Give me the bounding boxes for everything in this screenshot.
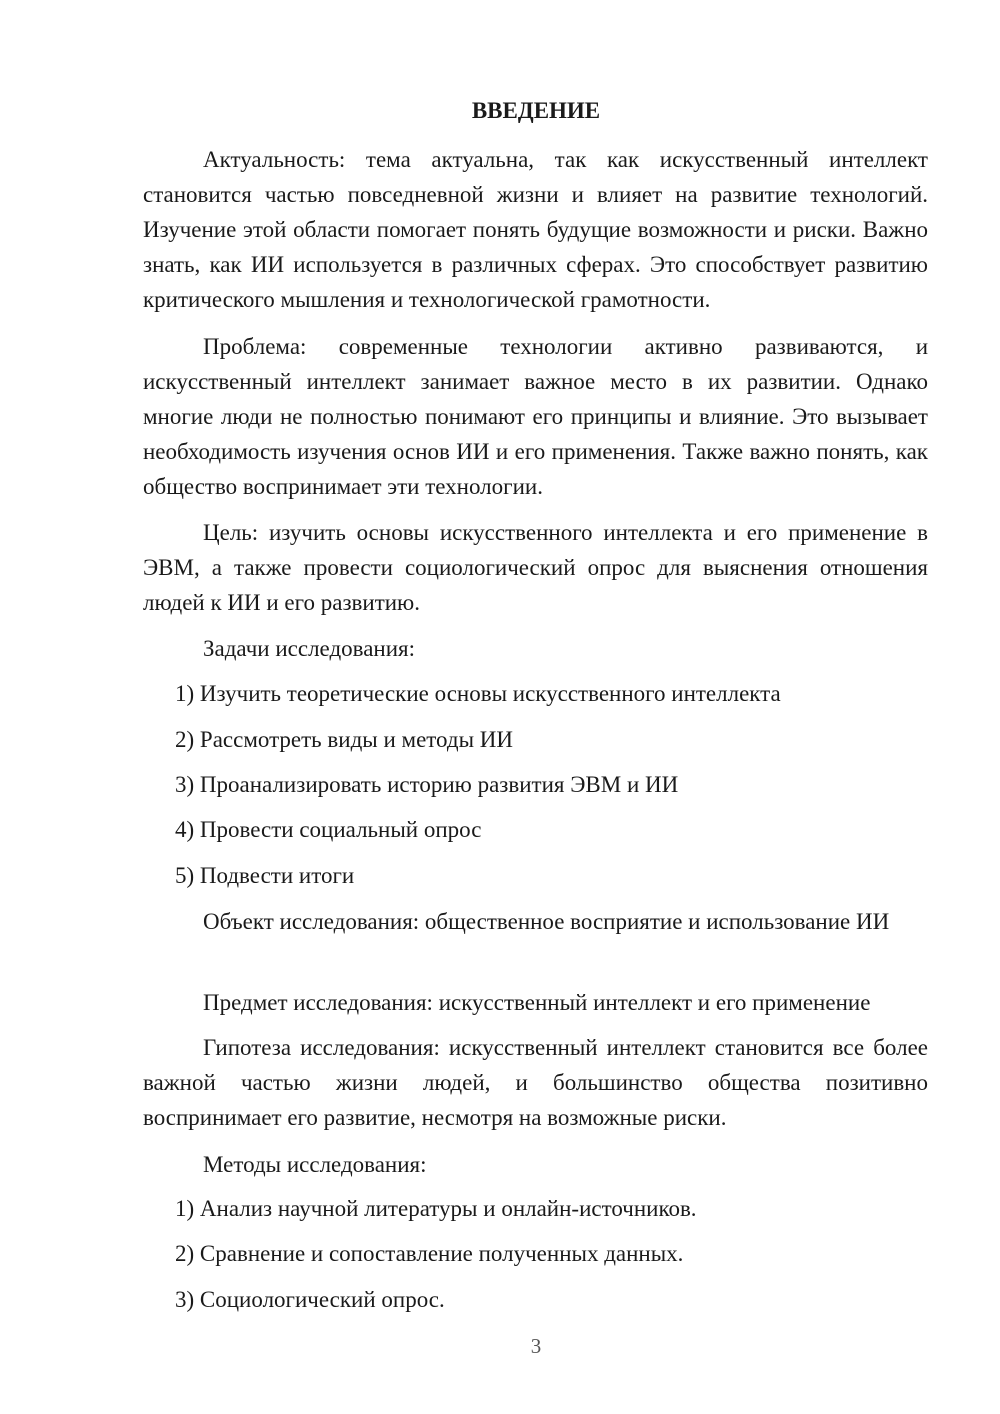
page-number: 3: [530, 1334, 542, 1358]
method-item-2-block: [143, 1236, 928, 1271]
task-item-4-block: [143, 812, 928, 847]
subject-paragraph: Предмет исследования: искусственный интеллект и его применение: [203, 990, 871, 1015]
section-heading: ВВЕДЕНИЕ: [471, 98, 601, 123]
method-item-1-block: [143, 1191, 928, 1226]
relevance-paragraph-block: [143, 142, 928, 317]
method-item: 2) Сравнение и сопоставление полученных данных.: [175, 1241, 684, 1266]
task-item-2-block: [143, 722, 928, 757]
relevance-paragraph: Актуальность: тема актуальна, так как искусственный интеллект становится частью повседневной жизни и влияет на развитие технологий. Изучение этой области помогает понять будущие возможности и риски. Важно знать, как ИИ используется в различных сферах. Это способствует развитию критического мышления и технологической грамотности.: [143, 147, 928, 312]
task-item: 5) Подвести итоги: [175, 863, 355, 888]
task-item: 2) Рассмотреть виды и методы ИИ: [175, 727, 514, 752]
tasks-heading-block: [143, 631, 928, 666]
methods-heading: Методы исследования:: [203, 1152, 427, 1177]
subject-paragraph-block: [143, 985, 928, 1020]
problem-paragraph-block: [143, 329, 928, 504]
method-item: 1) Анализ научной литературы и онлайн-источников.: [175, 1196, 697, 1221]
method-item-3-block: [143, 1282, 928, 1317]
task-item-5-block: [143, 858, 928, 893]
task-item-1-block: [143, 676, 928, 711]
object-paragraph: Объект исследования: общественное восприятие и использование ИИ: [203, 909, 890, 934]
method-item: 3) Социологический опрос.: [175, 1287, 445, 1312]
problem-paragraph: Проблема: современные технологии активно развиваются, и искусственный интеллект занимает важное место в их развитии. Однако многие люди не полностью понимают его принципы и влияние. Это вызывает необходимость изучения основ ИИ и его применения. Также важно понять, как общество воспринимает эти технологии.: [143, 334, 928, 499]
task-item: 3) Проанализировать историю развития ЭВМ и ИИ: [175, 772, 679, 797]
goal-paragraph: Цель: изучить основы искусственного интеллекта и его применение в ЭВМ, а также провести социологический опрос для выяснения отношения людей к ИИ и его развитию.: [143, 520, 928, 615]
task-item: 1) Изучить теоретические основы искусственного интеллекта: [175, 681, 781, 706]
task-item: 4) Провести социальный опрос: [175, 817, 482, 842]
hypothesis-paragraph: Гипотеза исследования: искусственный интеллект становится все более важной частью жизни людей, и большинство общества позитивно воспринимает его развитие, несмотря на возможные риски.: [143, 1035, 928, 1130]
goal-paragraph-block: [143, 515, 928, 620]
tasks-heading: Задачи исследования:: [203, 636, 416, 661]
methods-heading-block: [143, 1147, 928, 1182]
task-item-3-block: [143, 767, 928, 802]
hypothesis-paragraph-block: [143, 1030, 928, 1135]
object-paragraph-block: [143, 904, 928, 939]
